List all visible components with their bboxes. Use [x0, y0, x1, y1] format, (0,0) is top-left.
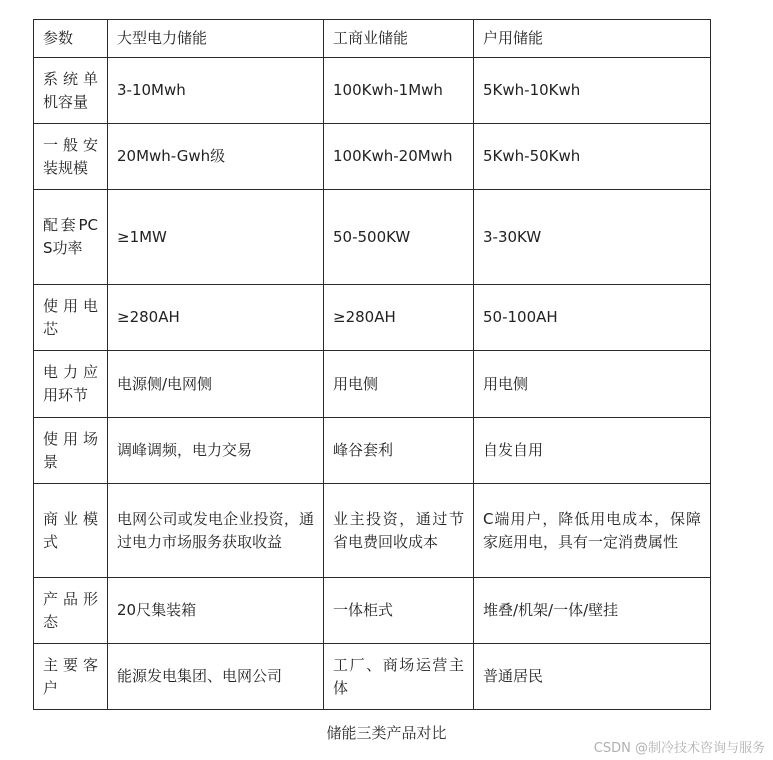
table-cell: 普通居民 [474, 644, 711, 710]
table-row [34, 190, 711, 285]
row-label: 主要客户 [34, 644, 108, 710]
table-row [34, 285, 711, 351]
table-row [34, 124, 711, 190]
table-row [34, 484, 711, 578]
table-cell: ≥1MW [108, 190, 324, 285]
table-cell: 5Kwh-10Kwh [474, 58, 711, 124]
watermark: CSDN @制冷技术咨询与服务 [593, 741, 765, 756]
header-cell-residential-storage: 户用储能 [474, 20, 711, 58]
row-label: 电力应用环节 [34, 351, 108, 418]
row-label: 一般安装规模 [34, 124, 108, 190]
table-cell: 峰谷套利 [324, 418, 474, 484]
table-cell: 业主投资，通过节省电费回收成本 [324, 484, 474, 578]
row-label: 系统单机容量 [34, 58, 108, 124]
table-cell: C端用户，降低用电成本，保障家庭用电，具有一定消费属性 [474, 484, 711, 578]
table-cell: 电网公司或发电企业投资，通过电力市场服务获取收益 [108, 484, 324, 578]
table-cell: 3-30KW [474, 190, 711, 285]
table-cell: 堆叠/机架/一体/壁挂 [474, 578, 711, 644]
table-cell: 100Kwh-1Mwh [324, 58, 474, 124]
table-cell: 3-10Mwh [108, 58, 324, 124]
row-label: 使用场景 [34, 418, 108, 484]
table-cell: 用电侧 [474, 351, 711, 418]
table-cell: 工厂、商场运营主体 [324, 644, 474, 710]
header-cell-large-storage: 大型电力储能 [108, 20, 324, 58]
table-row [34, 644, 711, 710]
table-cell: 100Kwh-20Mwh [324, 124, 474, 190]
table-cell: 20尺集装箱 [108, 578, 324, 644]
table-cell: 50-100AH [474, 285, 711, 351]
row-label: 产品形态 [34, 578, 108, 644]
row-label: 配套PCS功率 [34, 190, 108, 285]
table-cell: 5Kwh-50Kwh [474, 124, 711, 190]
table-cell: 电源侧/电网侧 [108, 351, 324, 418]
table-row [34, 418, 711, 484]
table-cell: 20Mwh-Gwh级 [108, 124, 324, 190]
header-cell-commercial-storage: 工商业储能 [324, 20, 474, 58]
table-cell: 50-500KW [324, 190, 474, 285]
table-cell: ≥280AH [108, 285, 324, 351]
row-label: 使用电芯 [34, 285, 108, 351]
table-cell: 能源发电集团、电网公司 [108, 644, 324, 710]
table-cell: 自发自用 [474, 418, 711, 484]
table-row [34, 58, 711, 124]
table-caption: 储能三类产品对比 [326, 724, 447, 742]
table-row-header [34, 20, 711, 58]
header-cell-param: 参数 [34, 20, 108, 58]
table-cell: 用电侧 [324, 351, 474, 418]
table-cell: ≥280AH [324, 285, 474, 351]
table-row [34, 578, 711, 644]
row-label: 商业模式 [34, 484, 108, 578]
table-row [34, 351, 711, 418]
table-cell: 调峰调频，电力交易 [108, 418, 324, 484]
table-cell: 一体柜式 [324, 578, 474, 644]
comparison-table [33, 19, 711, 710]
